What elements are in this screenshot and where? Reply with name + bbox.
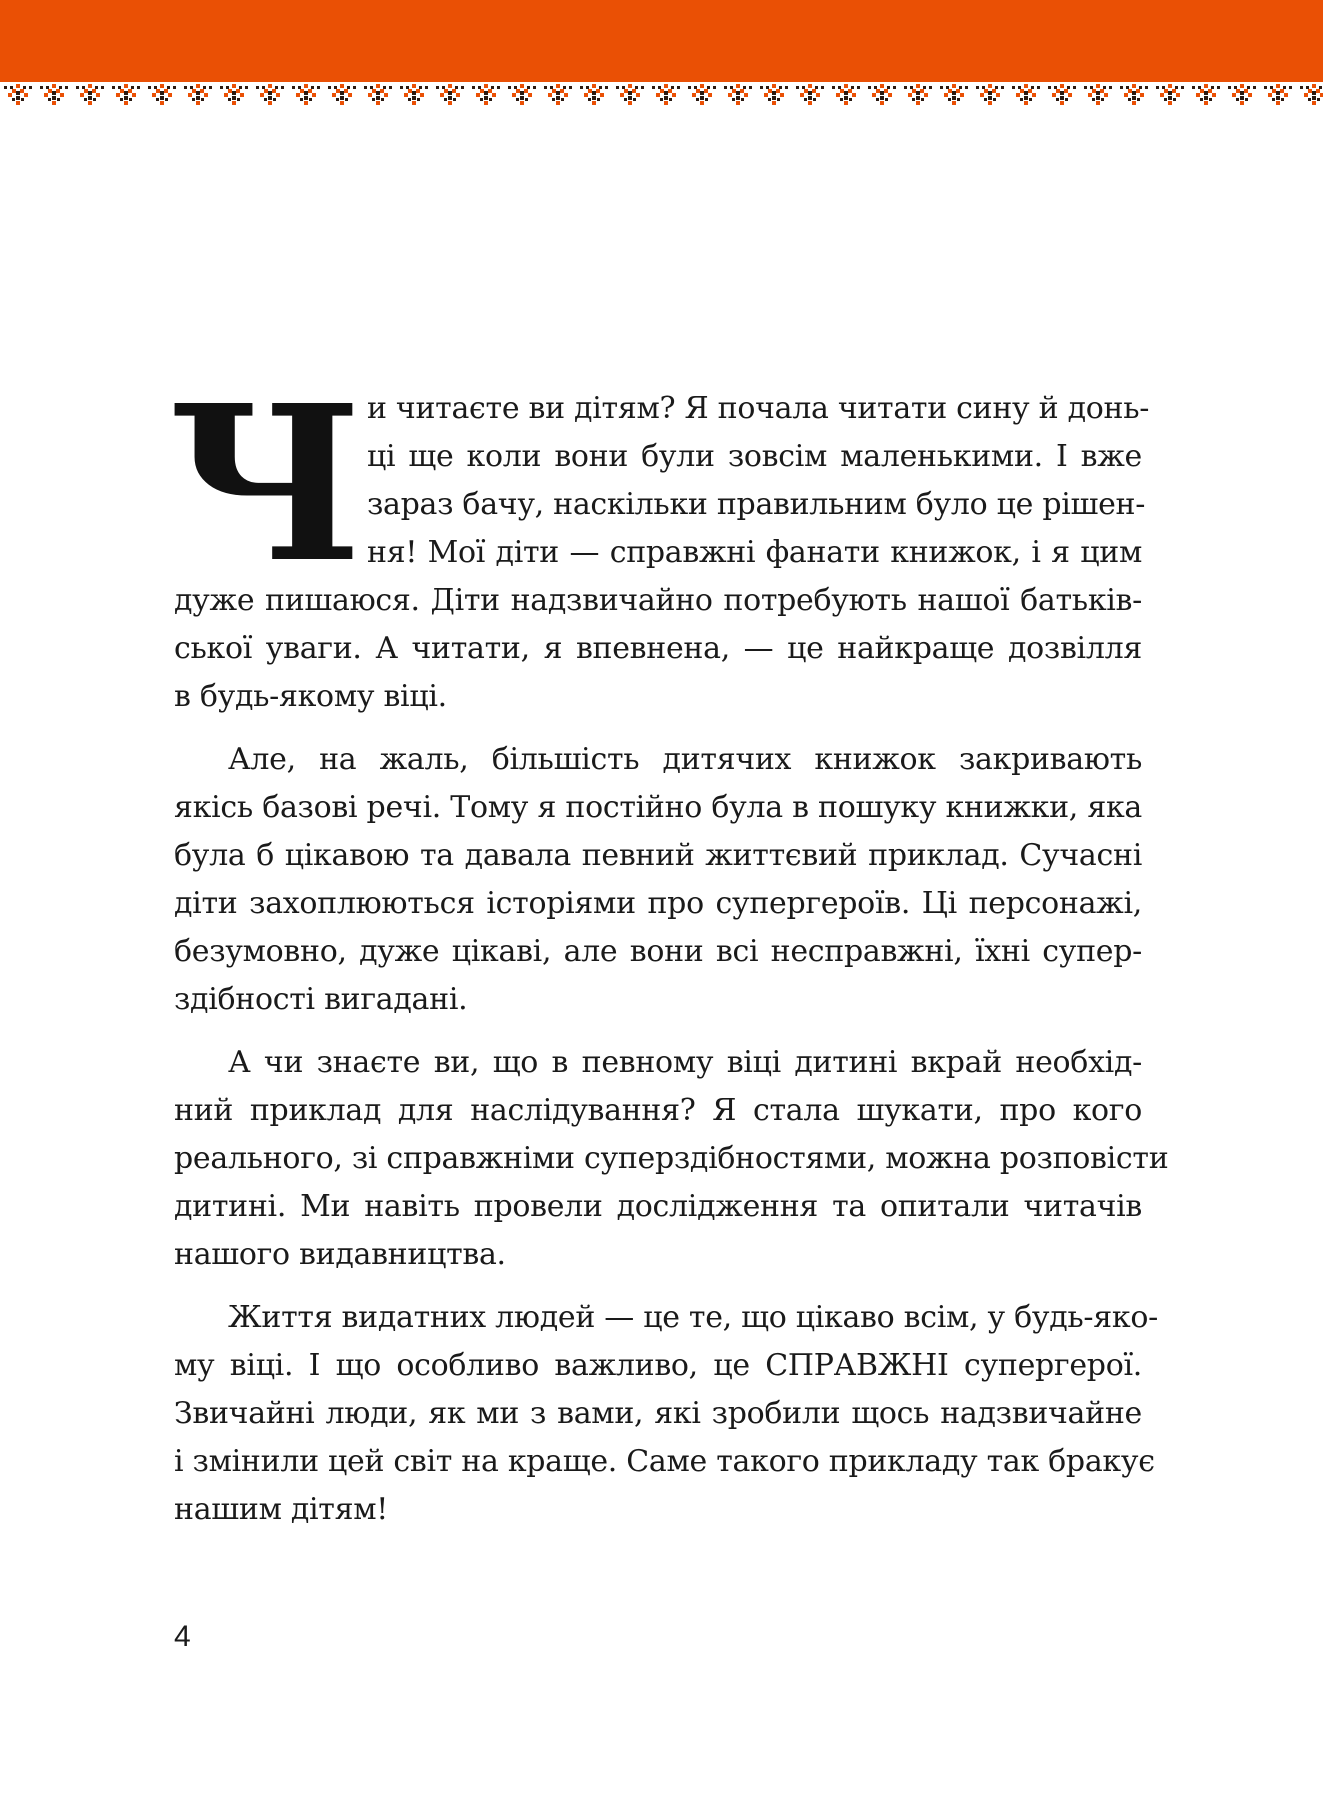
text-line: Життя видатних людей — це те, що цікаво всім, у будь-яко- — [228, 1300, 1158, 1335]
text-line: му віці. І що особливо важливо, це СПРАВЖНІ супергерої. — [174, 1348, 1142, 1383]
text-line: дитині. Ми навіть провели дослідження та опитали читачів — [174, 1189, 1142, 1224]
text-line: нашим дітям! — [174, 1492, 389, 1527]
text-line: ня! Мої діти — справжні фанати книжок, і я цим — [367, 535, 1142, 570]
text-line: здібності вигадані. — [174, 982, 468, 1017]
article-body — [174, 385, 1169, 1549]
text-line: и читаєте ви дітям? Я почала читати сину й донь- — [367, 391, 1150, 426]
text-line: ці ще коли вони були зовсім маленькими. І вже — [367, 439, 1142, 474]
page-number: 4 — [174, 1620, 191, 1653]
paragraph-1 — [174, 385, 1150, 721]
paragraph-2 — [174, 736, 1142, 1024]
text-line: в будь-якому віці. — [174, 679, 447, 714]
text-line: А чи знаєте ви, що в певному віці дитині вкрай необхід- — [228, 1045, 1142, 1080]
text-line: нашого видавництва. — [174, 1237, 506, 1272]
text-line: ської уваги. А читати, я впевнена, — це найкраще дозвілля — [174, 631, 1142, 666]
embroidery-ornament-border — [0, 82, 1323, 122]
text-line: зараз бачу, наскільки правильним було це рішен- — [367, 487, 1146, 522]
text-line: дуже пишаюся. Діти надзвичайно потребують нашої батьків- — [174, 583, 1142, 618]
text-line: ний приклад для наслідування? Я стала шукати, про кого — [174, 1093, 1142, 1128]
text-line: безумовно, дуже цікаві, але вони всі несправжні, їхні супер- — [174, 934, 1142, 969]
text-line: і змінили цей світ на краще. Саме такого прикладу так бракує — [174, 1444, 1155, 1479]
header-color-band — [0, 0, 1323, 82]
text-line: діти захоплюються історіями про супергероїв. Ці персонажі, — [174, 886, 1142, 921]
text-line: реального, зі справжніми суперздібностями, можна розповісти — [174, 1141, 1169, 1176]
text-line: була б цікавою та давала певний життєвий приклад. Сучасні — [174, 838, 1142, 873]
text-line: Звичайні люди, як ми з вами, які зробили щось надзвичайне — [174, 1396, 1142, 1431]
paragraph-3 — [174, 1039, 1169, 1279]
drop-cap-letter: Ч — [168, 359, 364, 610]
text-line: Але, на жаль, більшість дитячих книжок закривають — [228, 742, 1142, 777]
text-line: якісь базові речі. Тому я постійно була в пошуку книжки, яка — [174, 790, 1142, 825]
paragraph-4 — [174, 1294, 1158, 1534]
